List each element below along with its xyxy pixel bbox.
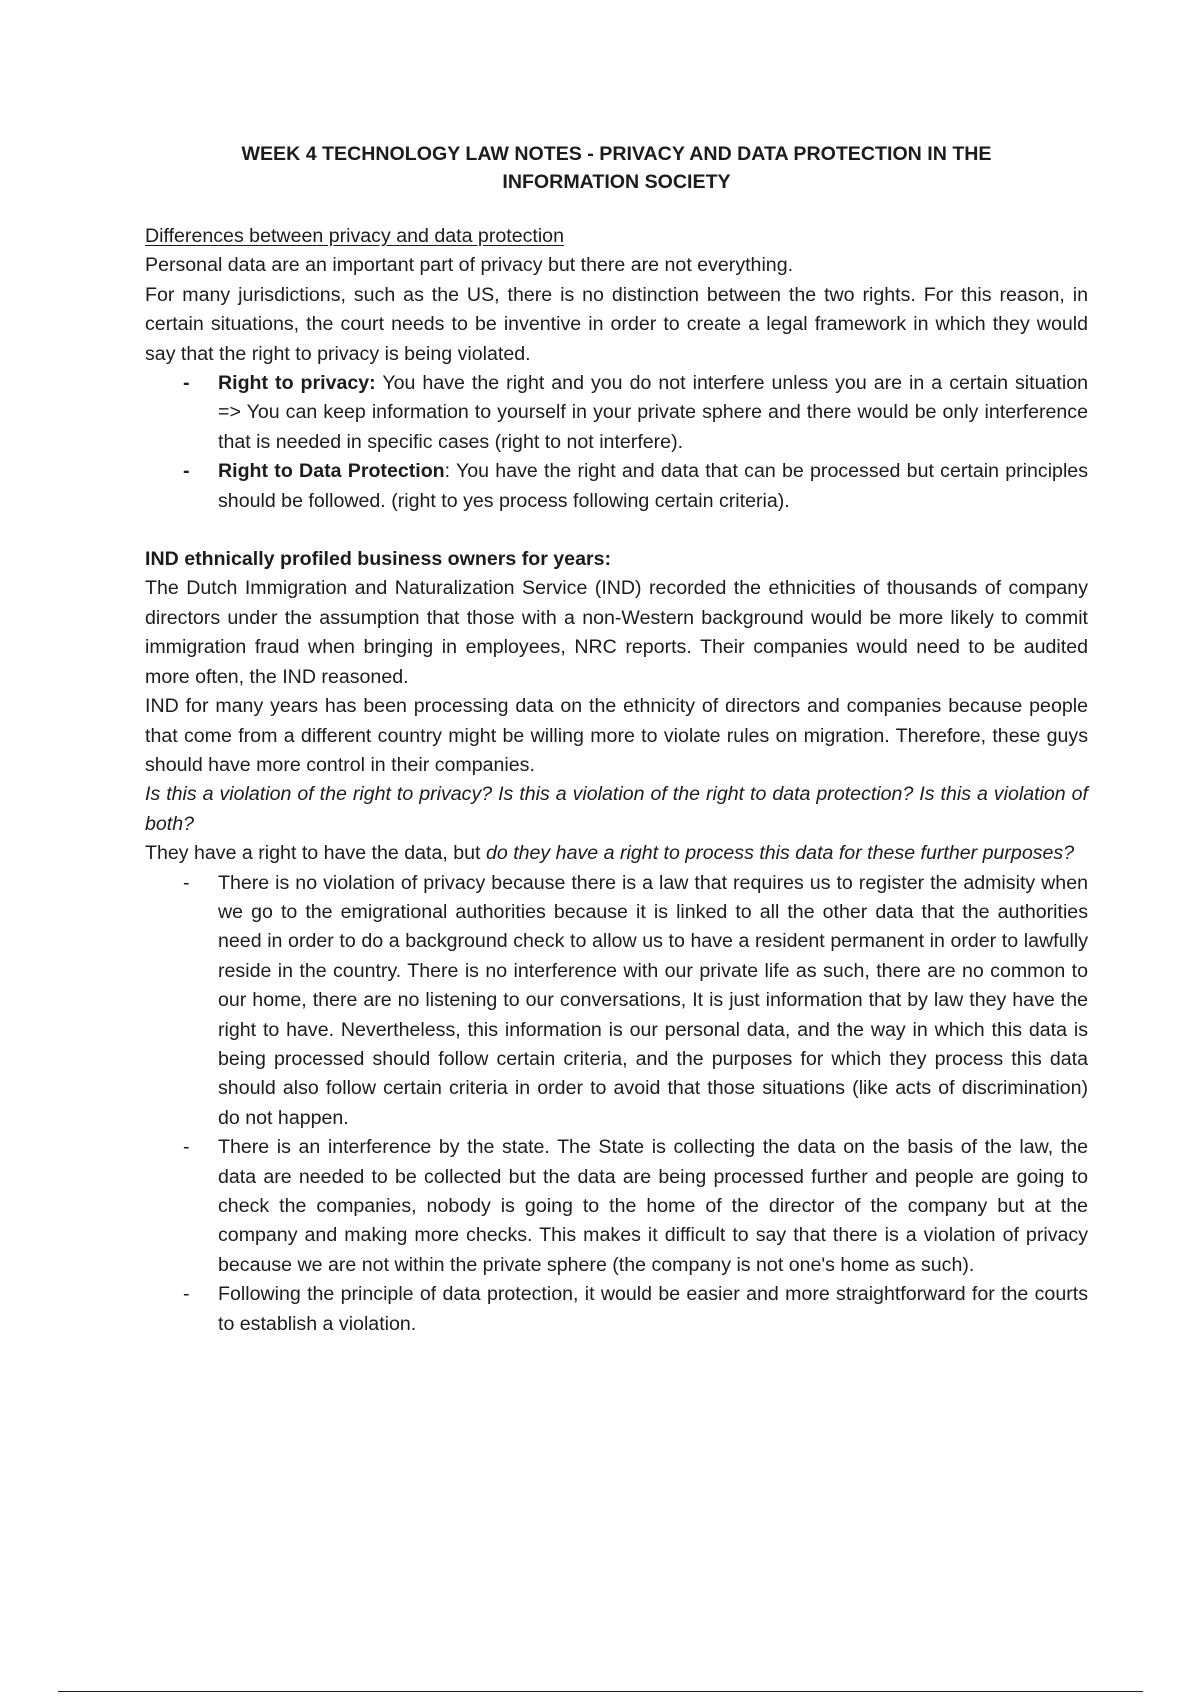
section-heading-ind: IND ethnically profiled business owners for years: bbox=[145, 548, 612, 571]
document-title bbox=[145, 140, 1088, 196]
question-text: Is this a violation of the right to privacy? Is this a violation of the right to data protection? Is this a violation of both? bbox=[145, 783, 1088, 835]
definition-right-to-data-protection: : You have the right and data that can be processed but certain principles should be followed. (right to yes process following certain criteria). bbox=[218, 460, 1088, 512]
section-ind-case bbox=[145, 545, 1088, 1339]
paragraph-ind-processing: IND for many years has been processing data on the ethnicity of directors and companies because people that come from a different country might be willing more to violate rules on migration. Therefore, these guys should have more control in their companies. bbox=[145, 695, 1088, 776]
list-item-right-to-privacy bbox=[218, 369, 1088, 457]
definition-right-to-privacy: You have the right and you do not interfere unless you are in a certain situation => You can keep information to yourself in your private sphere and there would be only interference that is needed in specific cases (right to not interfere). bbox=[218, 372, 1088, 453]
title-line-1: WEEK 4 TECHNOLOGY LAW NOTES - PRIVACY AND DATA PROTECTION IN THE bbox=[241, 143, 992, 165]
list-item-right-to-data-protection bbox=[218, 457, 1088, 516]
section-privacy-vs-data-protection bbox=[145, 222, 1088, 516]
paragraph-question bbox=[145, 780, 1088, 839]
section-heading-differences: Differences between privacy and data protection bbox=[145, 225, 564, 247]
paragraph-personal-data: Personal data are an important part of privacy but there are not everything. bbox=[145, 254, 794, 277]
list-item-data-protection-principle: - Following the principle of data protection, it would be easier and more straightforward for the courts to establish a violation. bbox=[218, 1280, 1088, 1339]
title-line-2: INFORMATION SOCIETY bbox=[502, 171, 731, 193]
paragraph-jurisdictions: For many jurisdictions, such as the US, there is no distinction between the two rights. For this reason, in certain situations, the court needs to be inventive in order to create a legal framework in which they would say that the right to privacy is being violated. bbox=[145, 283, 1088, 365]
paragraph-right-to-have-data bbox=[145, 839, 1088, 868]
document-page bbox=[145, 140, 1088, 1339]
analysis-list bbox=[145, 869, 1088, 1340]
term-right-to-privacy: Right to privacy: bbox=[218, 372, 376, 395]
right-to-have-data-text: They have a right to have the data, but bbox=[145, 842, 486, 865]
term-right-to-data-protection: Right to Data Protection bbox=[218, 460, 445, 483]
list-item-no-violation: - There is no violation of privacy because there is a law that requires us to register the admisity when we go to the emigrational authorities because it is linked to all the other data that the authorities need in order to do a background check to allow us to have a resident permanent in order to lawfully reside in the country. There is no interference with our private life as such, there are no common to our home, there are no listening to our conversations, It is just information that by law they have the right to have. Nevertheless, this information is our personal data, and the way in which this data is being processed should follow certain criteria, and the purposes for which they process this data should also follow certain criteria in order to avoid that those situations (like acts of discrimination) do not happen. bbox=[218, 869, 1088, 1134]
list-item-state-interference: - There is an interference by the state. The State is collecting the data on the basis of the law, the data are needed to be collected but the data are being processed further and people are going to check the companies, nobody is going to the home of the director of the company but at the company and making more checks. This makes it difficult to say that there is a violation of privacy because we are not within the private sphere (the company is not one's home as such). bbox=[218, 1133, 1088, 1280]
rights-list bbox=[145, 369, 1088, 516]
paragraph-ind-report: The Dutch Immigration and Naturalization Service (IND) recorded the ethnicities of thousands of company directors under the assumption that those with a non-Western background would be more likely to commit immigration fraud when bringing in employees, NRC reports. Their companies would need to be audited more often, the IND reasoned. bbox=[145, 577, 1088, 688]
further-purposes-question: do they have a right to process this data for these further purposes? bbox=[485, 842, 1075, 865]
footer-divider bbox=[58, 1691, 1143, 1692]
